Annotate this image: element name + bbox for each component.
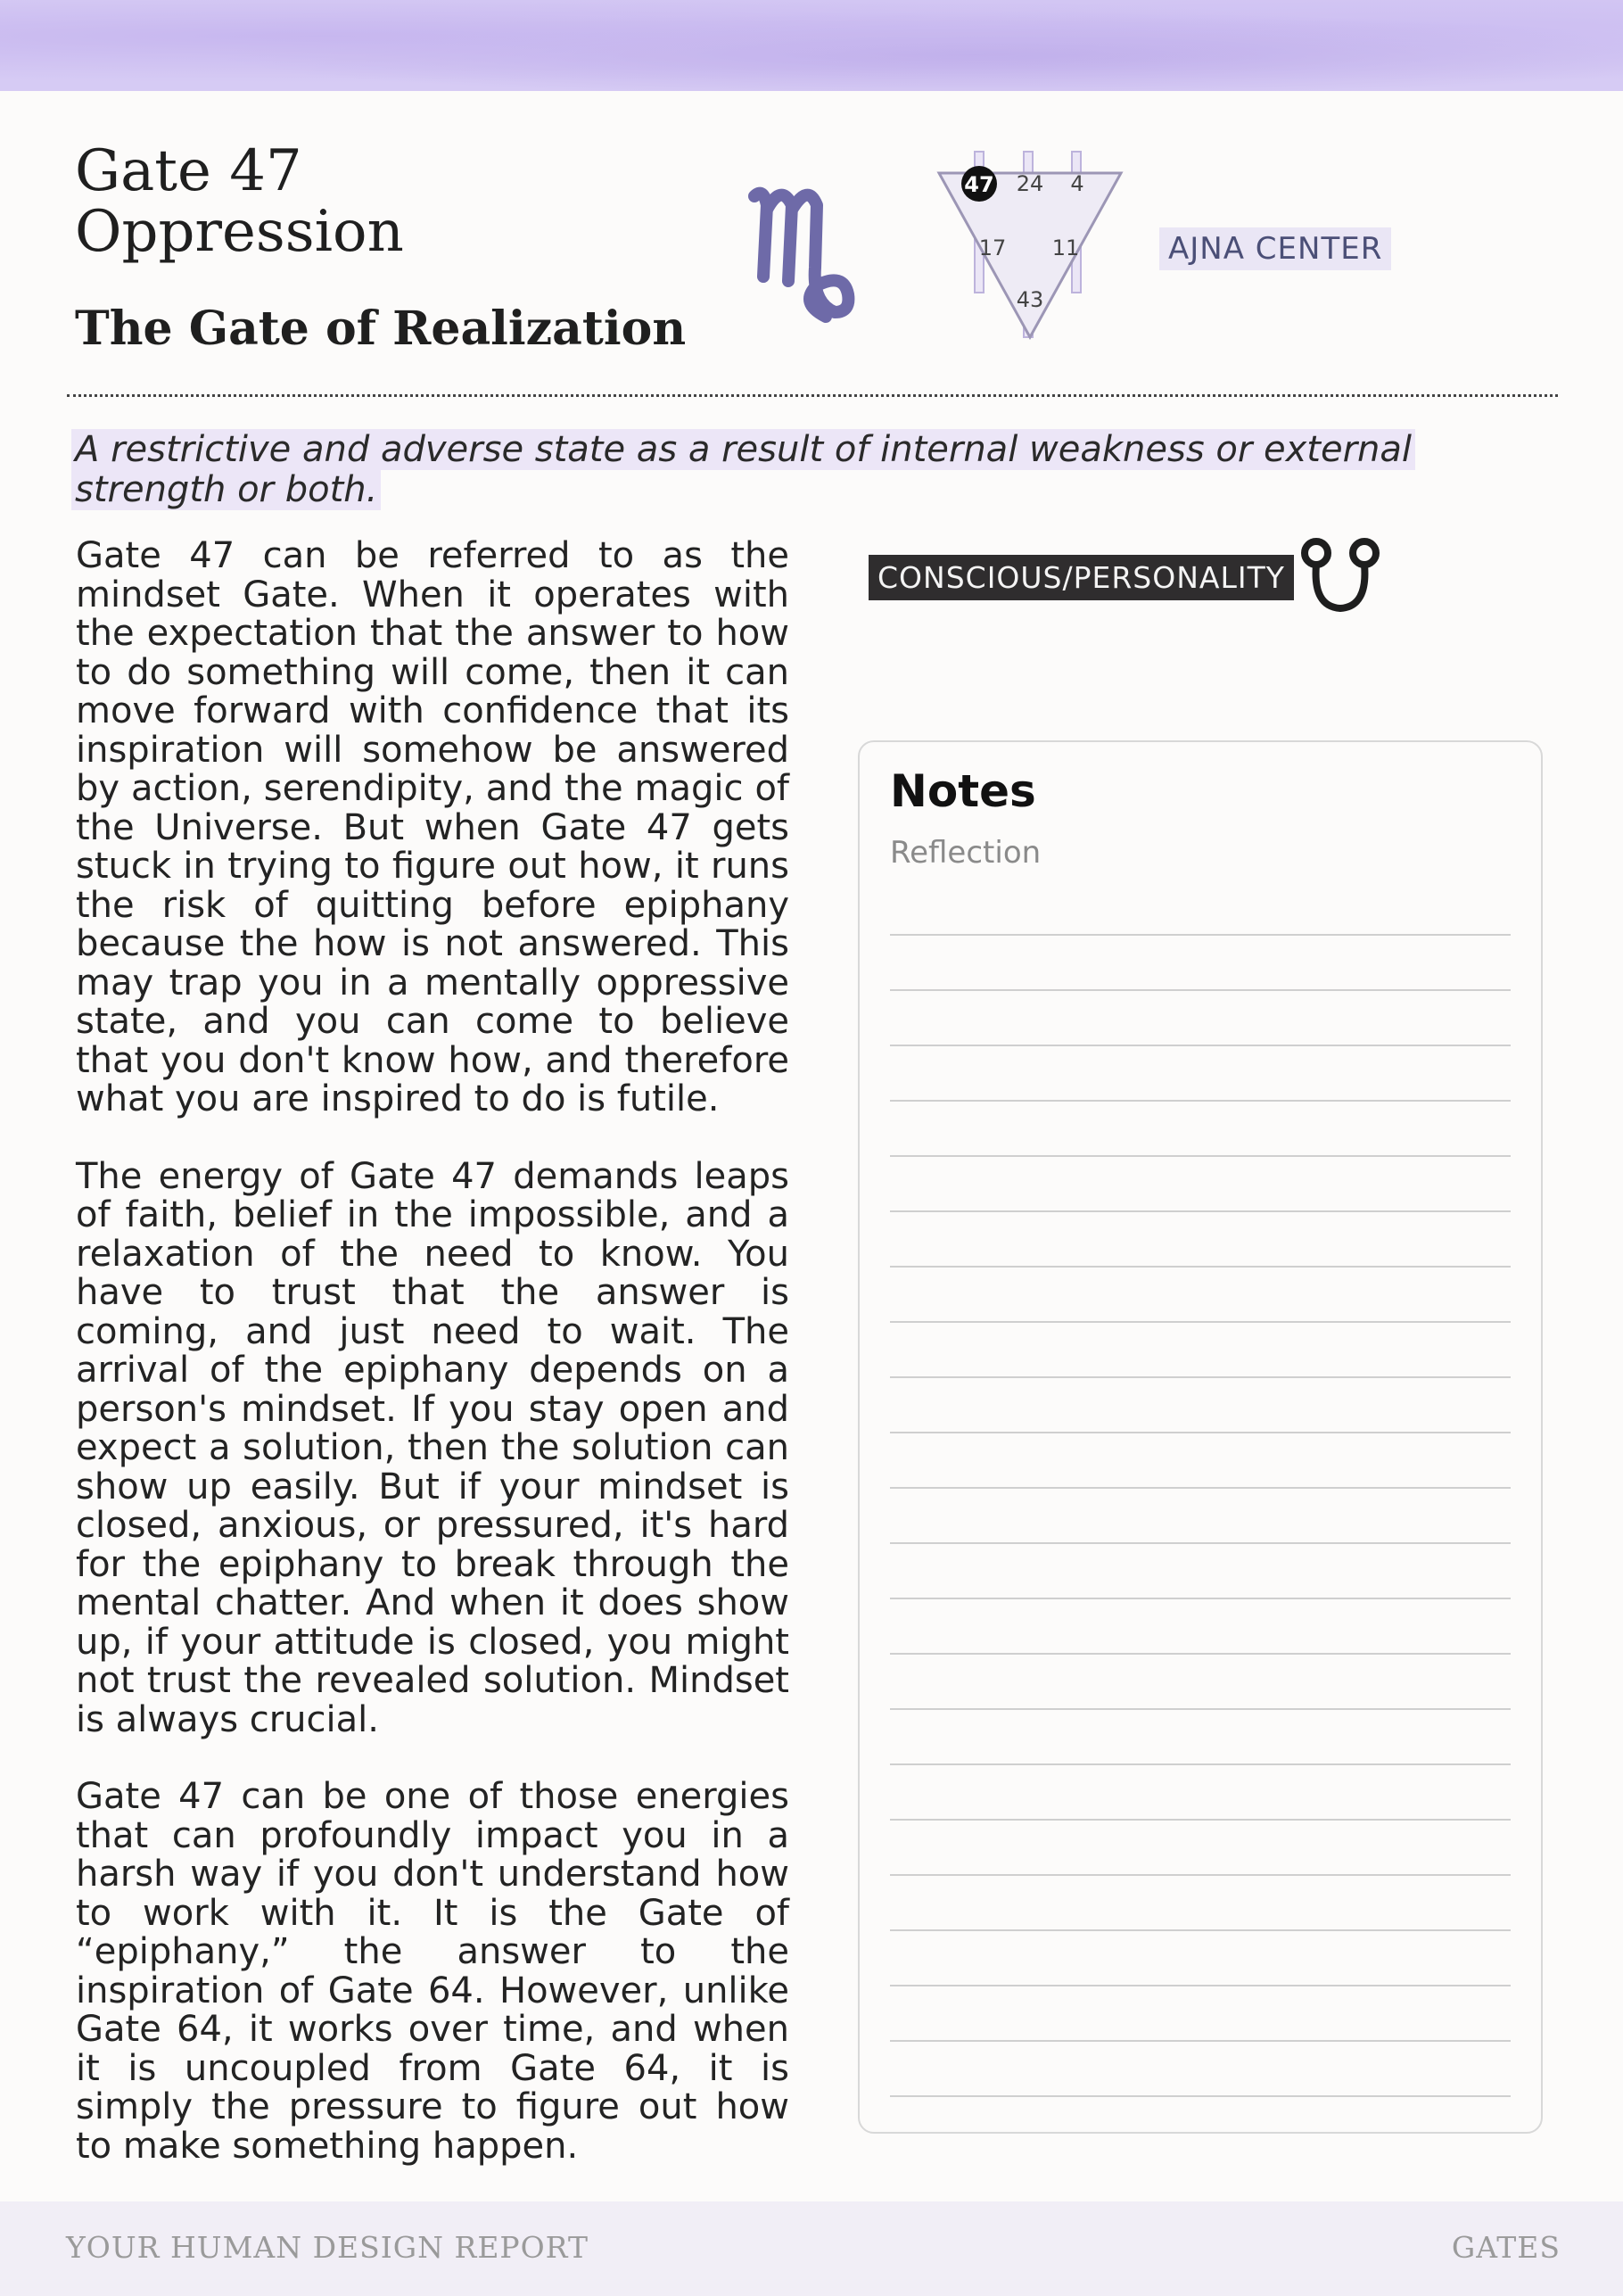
notes-panel[interactable]: [858, 740, 1543, 2134]
note-line[interactable]: [890, 1045, 1511, 1046]
note-line[interactable]: [890, 1985, 1511, 1986]
note-line[interactable]: [890, 1432, 1511, 1433]
header-watercolor-band: [0, 0, 1623, 91]
note-line[interactable]: [890, 1653, 1511, 1655]
note-line[interactable]: [890, 1487, 1511, 1489]
gate-24-marker: 24: [1016, 171, 1044, 196]
note-line[interactable]: [890, 1266, 1511, 1268]
header-divider: [67, 394, 1558, 397]
page-title: [75, 138, 404, 265]
activation-badge: CONSCIOUS/PERSONALITY: [869, 555, 1294, 600]
note-line[interactable]: [890, 1100, 1511, 1102]
gate-number-title: Gate 47: [75, 138, 302, 204]
footer-report-label: YOUR HUMAN DESIGN REPORT: [66, 2230, 589, 2265]
description-paragraph: Gate 47 can be one of those energies that can profoundly impact you in a harsh way if you don't understand how to work with it. It is the Gate of “epiphany,” the answer to the inspiration of Gate 64. However, unlike Gate 64, it works over time, and when it is uncoupled from Gate 64, it is simply the pressure to figure out how to make something happen.: [76, 1776, 789, 2167]
description-paragraph: The energy of Gate 47 demands leaps of faith, belief in the impossible, and a relaxation of the need to know. You have to trust that the answer is coming, and just need to wait. The arrival of the epiphany depends on a person's mindset. If you stay open and expect a solution, then the solution can show up easily. But if your mindset is closed, anxious, or pressured, it's hard for the epiphany to break through the mental chatter. And when it does show up, if your attitude is closed, you might not trust the revealed solution. Mindset is always crucial.: [76, 1155, 789, 1740]
note-line[interactable]: [890, 1155, 1511, 1157]
gate-quote: [71, 430, 1543, 510]
footer-section-label: GATES: [1451, 2230, 1561, 2265]
note-line[interactable]: [890, 1763, 1511, 1765]
ajna-center-diagram: [932, 150, 1128, 346]
note-line[interactable]: [890, 1874, 1511, 1876]
gate-43-marker: 43: [1016, 287, 1044, 312]
center-label: AJNA CENTER: [1159, 227, 1391, 270]
notes-title: Notes: [890, 765, 1036, 817]
gate-47-marker: 47: [964, 172, 994, 197]
gate-17-marker: 17: [978, 235, 1007, 260]
note-line[interactable]: [890, 1929, 1511, 1931]
gate-4-marker: 4: [1070, 171, 1084, 196]
note-line[interactable]: [890, 1321, 1511, 1323]
south-node-icon: [1300, 535, 1380, 615]
page-footer: [0, 2201, 1623, 2296]
gate-name-title: Oppression: [75, 199, 404, 265]
note-line[interactable]: [890, 1819, 1511, 1821]
note-line[interactable]: [890, 2040, 1511, 2042]
note-line[interactable]: [890, 1708, 1511, 1710]
description-paragraph: Gate 47 can be referred to as the mindset Gate. When it operates with the expectation that the answer to how to do something will come, then it can move forward with confidence that its inspiration will somehow be answered by action, serendipity, and the magic of the Universe. But when Gate 47 gets stuck in trying to figure out how, it runs the risk of quitting before epiphany because the how is not answered. This may trap you in a mentally oppressive state, and you can come to believe that you don't know how, and therefore what you are inspired to do is futile.: [76, 535, 789, 1119]
note-line[interactable]: [890, 1598, 1511, 1599]
gate-11-marker: 11: [1051, 235, 1080, 260]
gate-quote-text: A restrictive and adverse state as a result of internal weakness or external strength or both.: [71, 429, 1415, 510]
note-line[interactable]: [890, 2095, 1511, 2097]
notes-subtitle: Reflection: [890, 835, 1042, 871]
note-line[interactable]: [890, 1210, 1511, 1212]
note-line[interactable]: [890, 1542, 1511, 1544]
note-line[interactable]: [890, 989, 1511, 991]
gate-description: [76, 537, 789, 2204]
note-line[interactable]: [890, 934, 1511, 936]
virgo-icon: [746, 169, 861, 330]
note-line[interactable]: [890, 1376, 1511, 1378]
gate-subtitle: The Gate of Realization: [75, 301, 687, 356]
